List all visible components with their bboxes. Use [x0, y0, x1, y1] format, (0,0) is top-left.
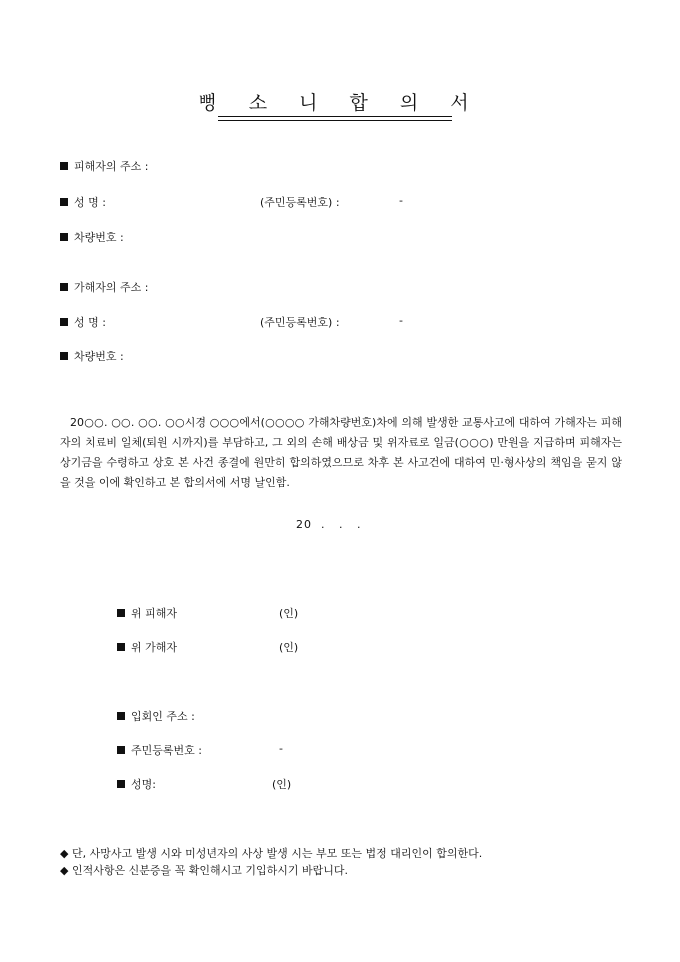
witness-name-label: 성명:: [131, 778, 156, 791]
victim-signature-line: [117, 605, 177, 621]
bullet-square-icon: [60, 162, 68, 170]
victim-id-label: (주민등록번호) :: [260, 196, 340, 209]
offender-name-line: [60, 314, 106, 330]
bullet-square-icon: [117, 609, 125, 617]
witness-id-line: [117, 742, 202, 758]
note-item: ◆ 단, 사망사고 발생 시와 미성년자의 사상 발생 시는 부모 또는 법정 대리인이 합의한다.: [60, 847, 483, 860]
victim-name-label: 성 명 :: [74, 196, 106, 209]
witness-address-label: 입회인 주소 :: [131, 710, 195, 723]
offender-id-label: (주민등록번호) :: [260, 316, 340, 329]
bullet-square-icon: [60, 198, 68, 206]
offender-signature-label: 위 가해자: [131, 641, 178, 654]
victim-address-label: 피해자의 주소 :: [74, 160, 149, 173]
agreement-body-text: 20○○. ○○. ○○. ○○시경 ○○○에서(○○○○ 가해차량번호)차에 의해 발생한 교통사고에 대하여 가해자는 피해자의 치료비 일체(퇴원 시까지)를 부담하고, 그 외의 손해 배상금 및 위자료로 일금(○○○) 만원을 지급하며 피해자는 상기금을 수령하고 상호 본 사건 종결에 원만히 합의하였으므로 차후 본 사고건에 대하여 민·형사상의 책임을 묻지 않을 것을 이에 확인하고 본 합의서에 서명 날인함.: [60, 416, 622, 489]
bullet-square-icon: [60, 283, 68, 291]
victim-id-dash: -: [399, 194, 403, 207]
offender-plate-line: [60, 348, 124, 364]
victim-address-line: [60, 158, 148, 174]
bullet-square-icon: [60, 318, 68, 326]
title-underline-top: [218, 116, 452, 117]
bullet-square-icon: [117, 712, 125, 720]
agreement-date: 20 . . .: [296, 518, 362, 531]
bullet-square-icon: [117, 643, 125, 651]
bullet-square-icon: [117, 746, 125, 754]
victim-seal: (인): [279, 607, 299, 620]
offender-signature-line: [117, 639, 177, 655]
note-item: ◆ 인적사항은 신분증을 꼭 확인해시고 기입하시기 바랍니다.: [60, 864, 348, 877]
offender-address-label: 가해자의 주소 :: [74, 281, 149, 294]
victim-name-line: [60, 194, 106, 210]
witness-id-label: 주민등록번호 :: [131, 744, 202, 757]
witness-name-line: [117, 776, 156, 792]
title-underline-bottom: [218, 120, 452, 121]
offender-id-dash: -: [399, 314, 403, 327]
victim-plate-line: [60, 229, 124, 245]
offender-name-label: 성 명 :: [74, 316, 106, 329]
bullet-square-icon: [60, 352, 68, 360]
document-title: 뻥 소 니 합 의 서: [198, 92, 482, 114]
offender-address-line: [60, 279, 148, 295]
witness-id-dash: -: [279, 742, 283, 755]
bullet-square-icon: [60, 233, 68, 241]
victim-signature-label: 위 피해자: [131, 607, 178, 620]
offender-plate-label: 차량번호 :: [74, 350, 124, 363]
witness-seal: (인): [272, 778, 292, 791]
offender-seal: (인): [279, 641, 299, 654]
bullet-square-icon: [117, 780, 125, 788]
witness-address-line: [117, 708, 195, 724]
victim-plate-label: 차량번호 :: [74, 231, 124, 244]
